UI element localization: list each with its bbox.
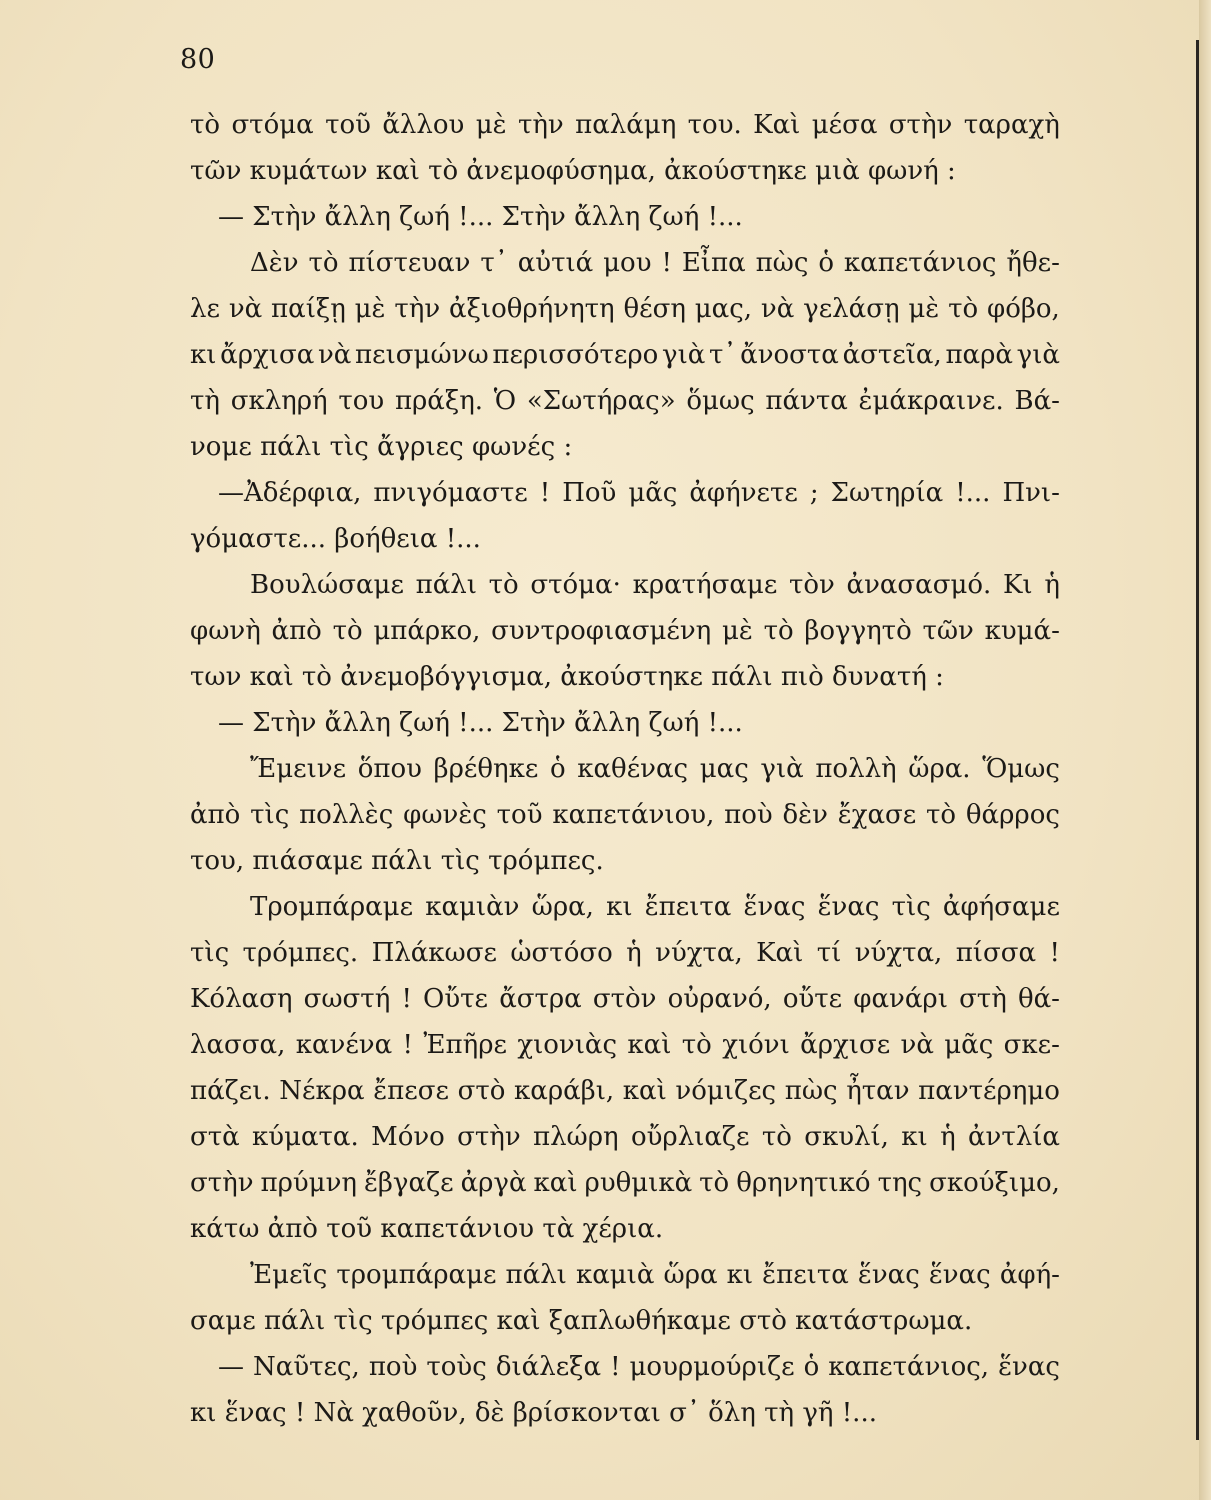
text-line: των καὶ τὸ ἀνεμοβόγγισμα, ἀκούστηκε πάλι πιὸ δυνατή : (190, 662, 944, 692)
text-line: —Ἀδέρφια, πνιγόμαστε ! Ποῦ μᾶς ἀφήνετε ; Σωτηρία !... Πνι- (218, 478, 1060, 508)
text-line: κι ἄρχισα νὰ πεισμώνω περισσότερο γιὰ τ᾽ ἄνοστα ἀστεῖα, παρὰ γιὰ (190, 340, 1060, 370)
text-line: — Στὴν ἄλλη ζωή !... Στὴν ἄλλη ζωή !... (218, 202, 743, 232)
text-line: κι ἕνας ! Νὰ χαθοῦν, δὲ βρίσκονται σ᾽ ὅλη τὴ γῆ !... (190, 1398, 877, 1428)
text-line: Κόλαση σωστή ! Οὔτε ἄστρα στὸν οὐρανό, οὔτε φανάρι στὴ θά- (190, 984, 1060, 1014)
binding-edge-line (1196, 40, 1199, 1440)
text-line: στὴν πρύμνη ἔβγαζε ἀργὰ καὶ ρυθμικὰ τὸ θρηνητικό της σκούξιμο, (190, 1168, 1060, 1198)
text-line: πάζει. Νέκρα ἔπεσε στὸ καράβι, καὶ νόμιζες πὼς ἦταν παντέρημο (190, 1076, 1060, 1106)
text-line: ἀπὸ τὶς πολλὲς φωνὲς τοῦ καπετάνιου, ποὺ δὲν ἔχασε τὸ θάρρος (190, 800, 1060, 830)
text-line: Δὲν τὸ πίστευαν τ᾽ αὐτιά μου ! Εἶπα πὼς ὁ καπετάνιος ἤθε- (250, 248, 1060, 278)
text-line: γόμαστε... βοήθεια !... (190, 524, 481, 554)
text-line: τῶν κυμάτων καὶ τὸ ἀνεμοφύσημα, ἀκούστηκε μιὰ φωνή : (190, 156, 956, 186)
text-line: στὰ κύματα. Μόνο στὴν πλώρη οὔρλιαζε τὸ σκυλί, κι ἡ ἀντλία (190, 1122, 1060, 1152)
text-line: Ἐμεῖς τρομπάραμε πάλι καμιὰ ὥρα κι ἔπειτα ἕνας ἕνας ἀφή- (250, 1260, 1060, 1290)
text-line: λασσα, κανένα ! Ἐπῆρε χιονιὰς καὶ τὸ χιόνι ἄρχισε νὰ μᾶς σκε- (190, 1030, 1060, 1060)
text-line: τὸ στόμα τοῦ ἄλλου μὲ τὴν παλάμη του. Καὶ μέσα στὴν ταραχὴ (190, 110, 1060, 140)
text-line: σαμε πάλι τὶς τρόμπες καὶ ξαπλωθήκαμε στὸ κατάστρωμα. (190, 1306, 973, 1336)
text-line: — Στὴν ἄλλη ζωή !... Στὴν ἄλλη ζωή !... (218, 708, 743, 738)
text-line: Τρομπάραμε καμιὰν ὥρα, κι ἔπειτα ἕνας ἕνας τὶς ἀφήσαμε (250, 892, 1060, 922)
text-line: νομε πάλι τὶς ἄγριες φωνές : (190, 432, 573, 462)
text-line: τὶς τρόμπες. Πλάκωσε ὡστόσο ἡ νύχτα, Καὶ τί νύχτα, πίσσα ! (190, 938, 1060, 968)
text-line: Ἔμεινε ὅπου βρέθηκε ὁ καθένας μας γιὰ πολλὴ ὥρα. Ὅμως (250, 754, 1060, 784)
text-line: λε νὰ παίξῃ μὲ τὴν ἀξιοθρήνητη θέση μας, νὰ γελάσῃ μὲ τὸ φόβο, (190, 294, 1060, 324)
text-line: τὴ σκληρή του πράξη. Ὁ «Σωτήρας» ὅμως πάντα ἐμάκραινε. Βά- (190, 386, 1060, 416)
text-line: κάτω ἀπὸ τοῦ καπετάνιου τὰ χέρια. (190, 1214, 664, 1244)
page-number: 80 (180, 44, 216, 75)
text-line: του, πιάσαμε πάλι τὶς τρόμπες. (190, 846, 604, 876)
text-line: — Ναῦτες, ποὺ τοὺς διάλεξα ! μουρμούριζε ὁ καπετάνιος, ἕνας (218, 1352, 1060, 1382)
text-line: Βουλώσαμε πάλι τὸ στόμα· κρατήσαμε τὸν ἀνασασμό. Κι ἡ (250, 570, 1060, 600)
body-text (190, 102, 1060, 1436)
binding-shadow (1199, 0, 1211, 1500)
text-line: φωνὴ ἀπὸ τὸ μπάρκο, συντροφιασμένη μὲ τὸ βογγητὸ τῶν κυμά- (190, 616, 1060, 646)
